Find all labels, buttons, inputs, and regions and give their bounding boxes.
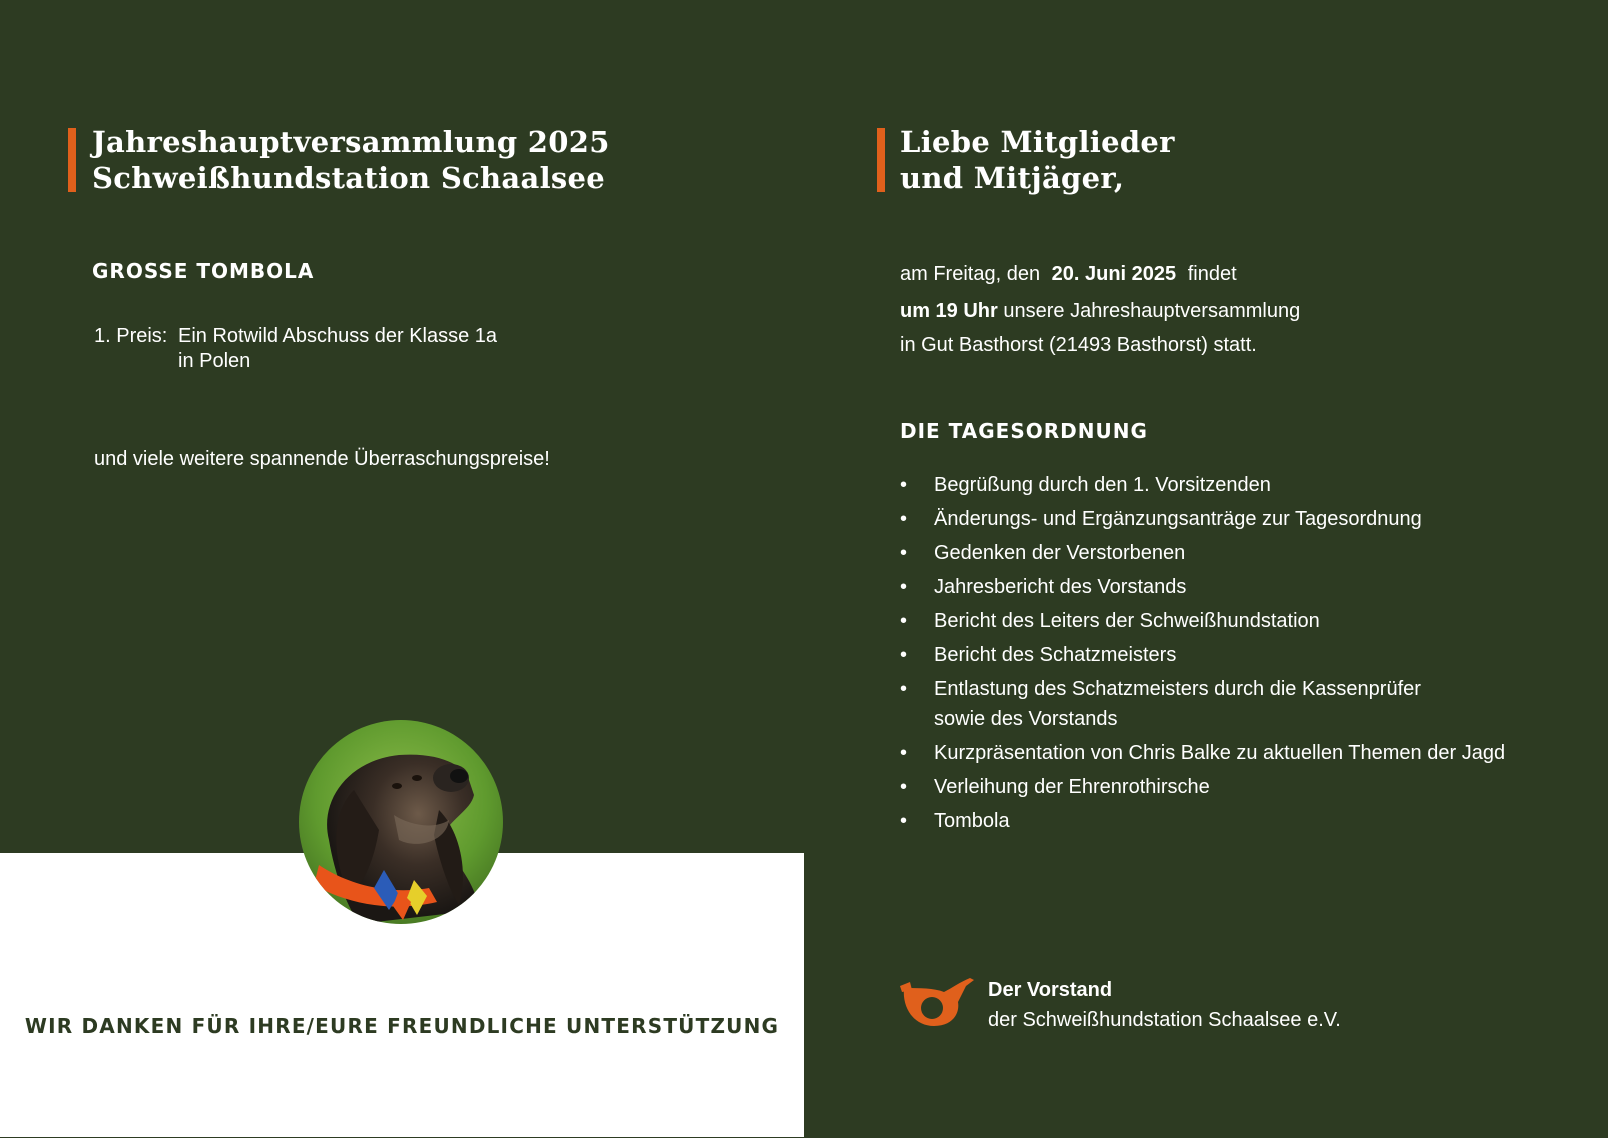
left-title xyxy=(92,124,610,196)
agenda-item: • Kurzpräsentation von Chris Balke zu aktuellen Themen der Jagd xyxy=(900,738,1505,768)
agenda-item: • Verleihung der Ehrenrothirsche xyxy=(900,772,1505,802)
prize-label: 1. Preis: xyxy=(94,325,168,347)
dog-portrait-image xyxy=(299,720,503,924)
more-prizes-text: und viele weitere spannende Überraschungspreise! xyxy=(94,448,550,470)
prize-line2: in Polen xyxy=(178,350,251,372)
agenda-item: • Bericht des Schatzmeisters xyxy=(900,640,1505,670)
tombola-heading: GROSSE TOMBOLA xyxy=(92,259,315,283)
intro-line3: in Gut Basthorst (21493 Basthorst) statt. xyxy=(900,334,1257,356)
agenda-item-multiline xyxy=(900,674,1505,734)
intro-date: 20. Juni 2025 xyxy=(1051,263,1177,285)
greeting-heading xyxy=(900,124,1175,196)
agenda-heading: DIE TAGESORDNUNG xyxy=(900,419,1148,443)
agenda-item: • Tombola xyxy=(900,806,1505,836)
intro-line2 xyxy=(900,299,1300,323)
agenda-item-line1: • Entlastung des Schatzmeisters durch die Kassenprüfer xyxy=(934,678,1421,700)
greeting-line2: und Mitjäger, xyxy=(900,161,1125,195)
agenda-item: • Bericht des Leiters der Schweißhundstation xyxy=(900,606,1505,636)
thanks-text: WIR DANKEN FÜR IHRE/EURE FREUNDLICHE UNTERSTÜTZUNG xyxy=(24,1014,780,1038)
hunting-horn-icon xyxy=(900,978,974,1032)
agenda-item-line2: sowie des Vorstands xyxy=(934,708,1118,730)
intro-text-c: unsere Jahreshauptversammlung xyxy=(1003,300,1301,322)
dog-portrait xyxy=(299,720,503,924)
intro-text-b: findet xyxy=(1187,263,1237,285)
agenda-item: • Änderungs- und Ergänzungsanträge zur Tagesordnung xyxy=(900,504,1505,534)
greeting-line1: Liebe Mitglieder xyxy=(900,125,1175,159)
left-title-line2: Schweißhundstation Schaalsee xyxy=(92,161,606,195)
left-title-line1: Jahreshauptversammlung 2025 xyxy=(92,125,610,159)
signature-name: Der Vorstand xyxy=(988,979,1113,1001)
intro-line1 xyxy=(900,262,1237,286)
intro-time: um 19 Uhr xyxy=(900,300,998,322)
agenda-list xyxy=(900,470,1505,840)
agenda-item: • Gedenken der Verstorbenen xyxy=(900,538,1505,568)
prize-line1: Ein Rotwild Abschuss der Klasse 1a xyxy=(178,325,498,347)
right-accent-bar xyxy=(877,128,885,192)
agenda-item: • Jahresbericht des Vorstands xyxy=(900,572,1505,602)
left-accent-bar xyxy=(68,128,76,192)
signature-org: der Schweißhundstation Schaalsee e.V. xyxy=(988,1009,1341,1031)
agenda-item: • Begrüßung durch den 1. Vorsitzenden xyxy=(900,470,1505,500)
intro-text-a: am Freitag, den xyxy=(900,263,1041,285)
